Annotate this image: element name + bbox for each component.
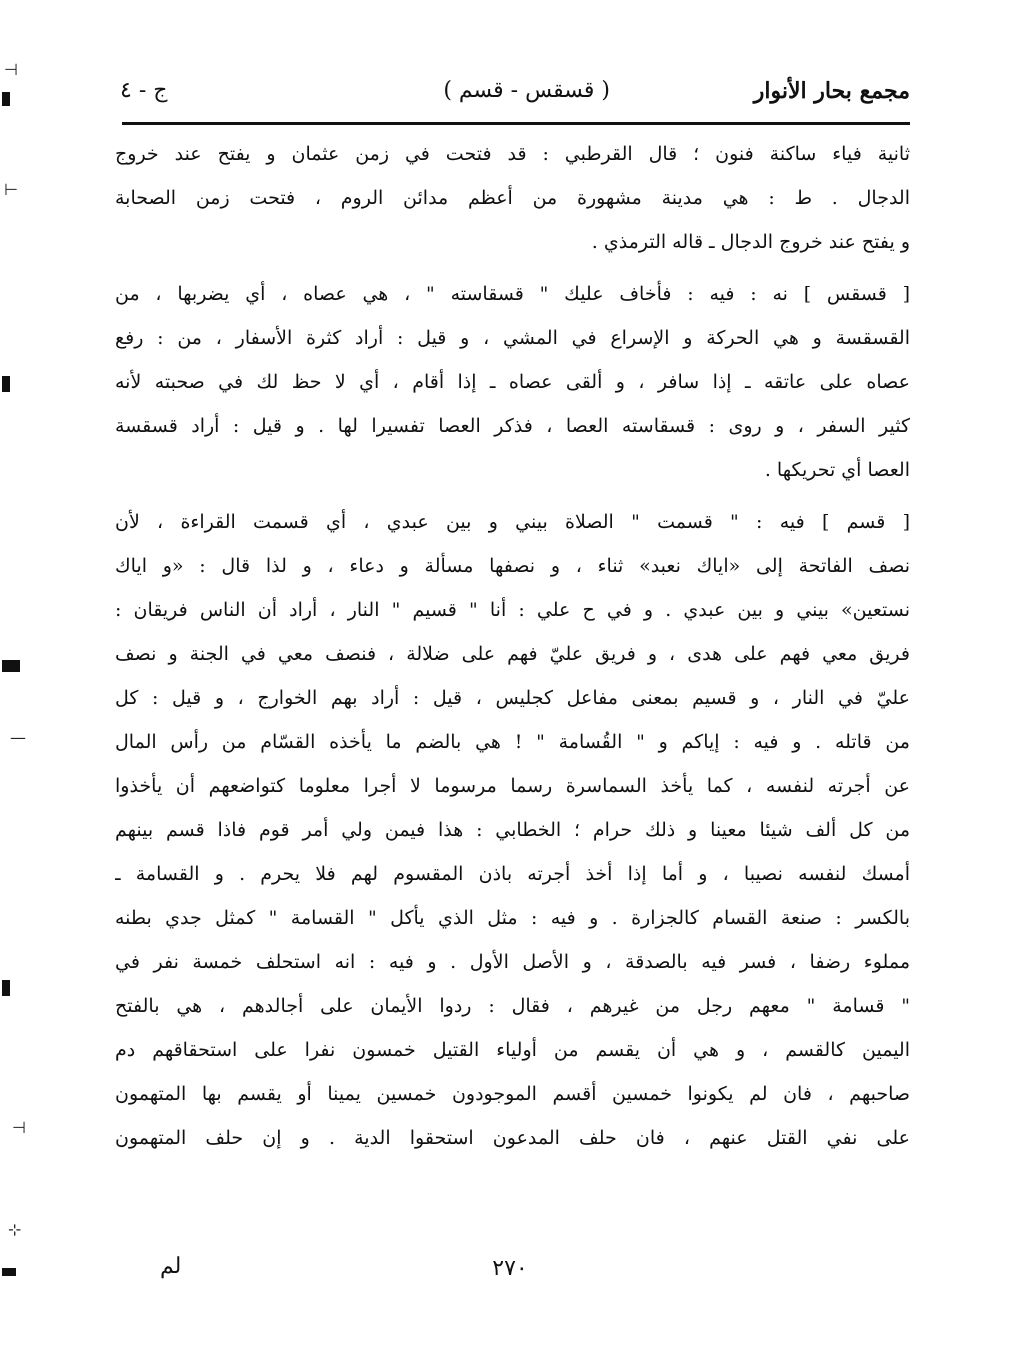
text-line: كثير السفر ، و روى : قسقاسته العصا ، فذكر العصا تفسيرا لها . و قيل : أراد قسقسة [115, 415, 910, 437]
running-header [120, 72, 910, 116]
text-line: أمسك لنفسه نصيبا ، و أما إذا أخذ أجرته باذن المقسوم لهم فلا يحرم . و القسامة ـ [115, 863, 910, 885]
text-line: اليمين كالقسم ، و هي أن يقسم من أولياء القتيل خمسون نفرا على استحقاقهم دم [115, 1039, 910, 1061]
margin-mark [2, 376, 10, 392]
page-number: ٢٧٠ [492, 1256, 528, 1281]
text-line: بالكسر : صنعة القسام كالجزارة . و فيه : مثل الذي يأكل " القسامة " كمثل جدي بطنه [115, 907, 910, 929]
text-line: [ قسم ] فيه : " قسمت " الصلاة بيني و بين عبدي ، أي قسمت القراءة ، لأن [115, 511, 910, 533]
text-line: من كل ألف شيئا معينا و ذلك حرام ؛ الخطابي : هذا فيمن ولي أمر قوم فاذا قسم بينهم [115, 819, 910, 841]
text-line: من قاتله . و فيه : إياكم و " القُسامة " ! هي بالضم ما يأخذه القسّام من رأس المال [115, 731, 910, 753]
text-line: [ قسقس ] نه : فيه : فأخاف عليك " قسقاسته " ، هي عصاه ، أي يضربها ، من [115, 283, 910, 305]
text-line: صاحبهم ، فان لم يكونوا خمسين أقسم الموجودون خمسين يمينا أو يقسم بها المتهمون [115, 1083, 910, 1105]
entry-range: ( قسقس - قسم ) [443, 78, 610, 103]
margin-mark [2, 1268, 16, 1276]
margin-mark: ⊹ [8, 1220, 22, 1239]
margin-mark: ⊢ [4, 180, 18, 199]
catchword: لم [160, 1254, 182, 1279]
text-line: على نفي القتل عنهم ، فان حلف المدعون استحقوا الدية . و إن حلف المتهمون [115, 1127, 910, 1149]
text-line: عصاه على عاتقه ـ إذا سافر ، و ألقى عصاه ـ إذا أقام ، أي لا حظ لك في صحبته لأنه [115, 371, 910, 393]
text-line: ثانية فياء ساكنة فنون ؛ قال القرطبي : قد فتحت في زمن عثمان و يفتح عند خروج [115, 143, 910, 165]
volume-label: ج - ٤ [120, 78, 168, 103]
text-line: عن أجرته لنفسه ، كما يأخذ السماسرة رسما مرسوما لا أجرا معلوما كتواضعهم أن يأخذوا [115, 775, 910, 797]
text-line: عليّ في النار ، و قسيم بمعنى مفاعل كجليس ، قيل : أراد بهم الخوارج ، و قيل : كل [115, 687, 910, 709]
margin-mark [2, 92, 10, 106]
margin-mark [2, 660, 20, 672]
text-line: القسقسة و هي الحركة و الإسراع في المشي ، و قيل : أراد كثرة الأسفار ، من : رفع [115, 327, 910, 349]
text-line: نصف الفاتحة إلى «اياك نعبد» ثناء ، و نصفها مسألة و دعاء ، و لذا قال : «و اياك [115, 555, 910, 577]
text-line: الدجال . ط : هي مدينة مشهورة من أعظم مدائن الروم ، فتحت زمن الصحابة [115, 187, 910, 209]
margin-mark: ⊣ [4, 60, 18, 79]
margin-mark: — [10, 728, 26, 747]
text-line: نستعين» بيني و بين عبدي . و في ح علي : أنا " قسيم " النار ، أراد أن الناس فريقان : [115, 599, 910, 621]
text-line: مملوء رضفا ، فسر فيه بالصدقة ، و الأصل الأول . و فيه : انه استحلف خمسة نفر في [115, 951, 910, 973]
text-line: العصا أي تحريكها . [764, 459, 910, 481]
text-line: فريق معي فهم على هدى ، و فريق عليّ فهم على ضلالة ، فنصف معي في الجنة و نصف [115, 643, 910, 665]
margin-mark [2, 980, 10, 996]
text-line: " قسامة " معهم رجل من غيرهم ، فقال : ردوا الأيمان على أجالدهم ، هي بالفتح [115, 995, 910, 1017]
margin-mark: ⊣ [12, 1118, 26, 1137]
book-title: مجمع بحار الأنوار [753, 78, 910, 104]
body-text [115, 132, 910, 1160]
text-line: و يفتح عند خروج الدجال ـ قاله الترمذي . [591, 231, 910, 253]
header-rule [122, 122, 910, 125]
